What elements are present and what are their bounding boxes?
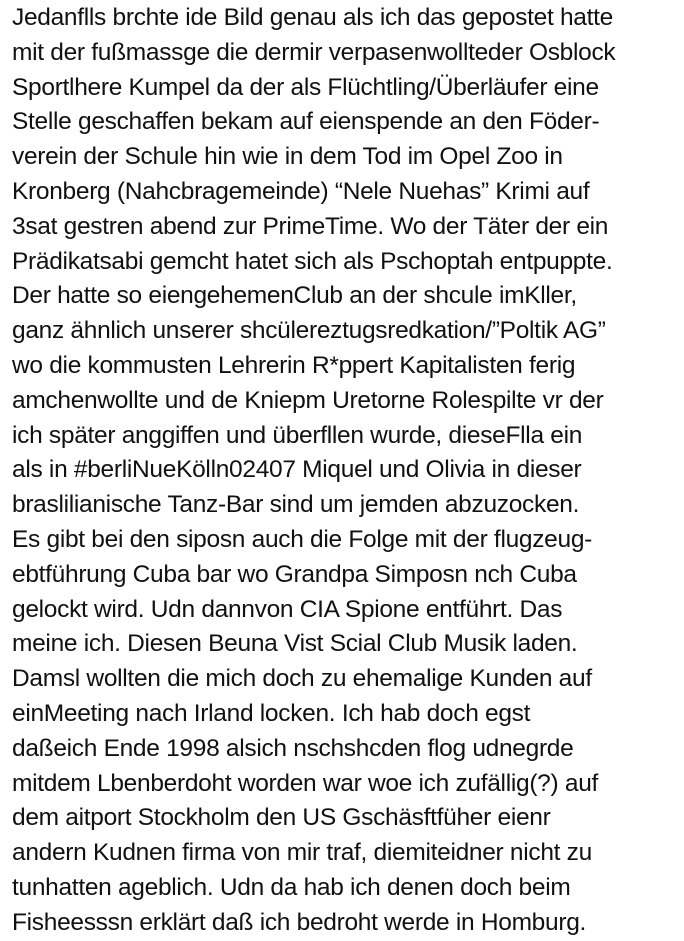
text-line: verein der Schule hin wie in dem Tod im Opel Zoo in <box>12 143 563 171</box>
text-line: dem aitport Stockholm den US Gschäsftfüher eienr <box>12 804 551 832</box>
text-line: Sportlhere Kumpel da der als Flüchtling/Überläufer eine <box>12 73 599 101</box>
text-line: ich später anggiffen und überfllen wurde, dieseFlla ein <box>12 421 583 449</box>
text-line: wo die kommusten Lehrerin R*ppert Kapitalisten ferig <box>12 351 576 379</box>
text-line: 3sat gestren abend zur PrimeTime. Wo der Täter der ein <box>12 212 609 240</box>
text-line: Stelle geschaffen bekam auf eienspende an den Föder- <box>12 108 600 136</box>
text-line: gelockt wird. Udn dannvon CIA Spione entführt. Das <box>12 595 563 623</box>
text-line: meine ich. Diesen Beuna Vist Scial Club Musik laden. <box>12 630 578 658</box>
text-line: andern Kudnen firma von mir traf, diemiteidner nicht zu <box>12 839 592 867</box>
text-line: tunhatten ageblich. Udn da hab ich denen doch beim <box>12 873 571 901</box>
text-line: mitdem Lbenberdoht worden war woe ich zufällig(?) auf <box>12 769 599 797</box>
text-line: einMeeting nach Irland locken. Ich hab doch egst <box>12 699 531 727</box>
text-line: ganz ähnlich unserer shcülereztugsredkation/”Poltik AG” <box>12 317 606 345</box>
text-line: Prädikatsabi gemcht hatet sich als Pschoptah entpuppte. <box>12 247 613 275</box>
document-text <box>12 1 680 941</box>
text-line: Damsl wollten die mich doch zu ehemalige Kunden auf <box>12 665 592 693</box>
text-line: amchenwollte und de Kniepm Uretorne Rolespilte vr der <box>12 386 604 414</box>
text-line: Es gibt bei den siposn auch die Folge mit der flugzeug- <box>12 525 593 553</box>
text-line: braslilianische Tanz-Bar sind um jemden abzuzocken. <box>12 491 580 519</box>
text-line: Der hatte so eiengehemenClub an der shcule imKller, <box>12 282 577 310</box>
text-line: Fisheesssn erklärt daß ich bedroht werde in Homburg. <box>12 908 587 936</box>
text-line: mit der fußmassge die dermir verpasenwollteder Osblock <box>12 38 616 66</box>
text-line: ebtführung Cuba bar wo Grandpa Simposn nch Cuba <box>12 560 577 588</box>
text-line: daßeich Ende 1998 alsich nschshcden flog udnegrde <box>12 734 574 762</box>
text-line: als in #berliNueKölln02407 Miquel und Olivia in dieser <box>12 456 582 484</box>
text-line: Kronberg (Nahcbragemeinde) “Nele Nuehas” Krimi auf <box>12 177 590 205</box>
text-line: Jedanflls brchte ide Bild genau als ich das gepostet hatte <box>12 4 613 31</box>
